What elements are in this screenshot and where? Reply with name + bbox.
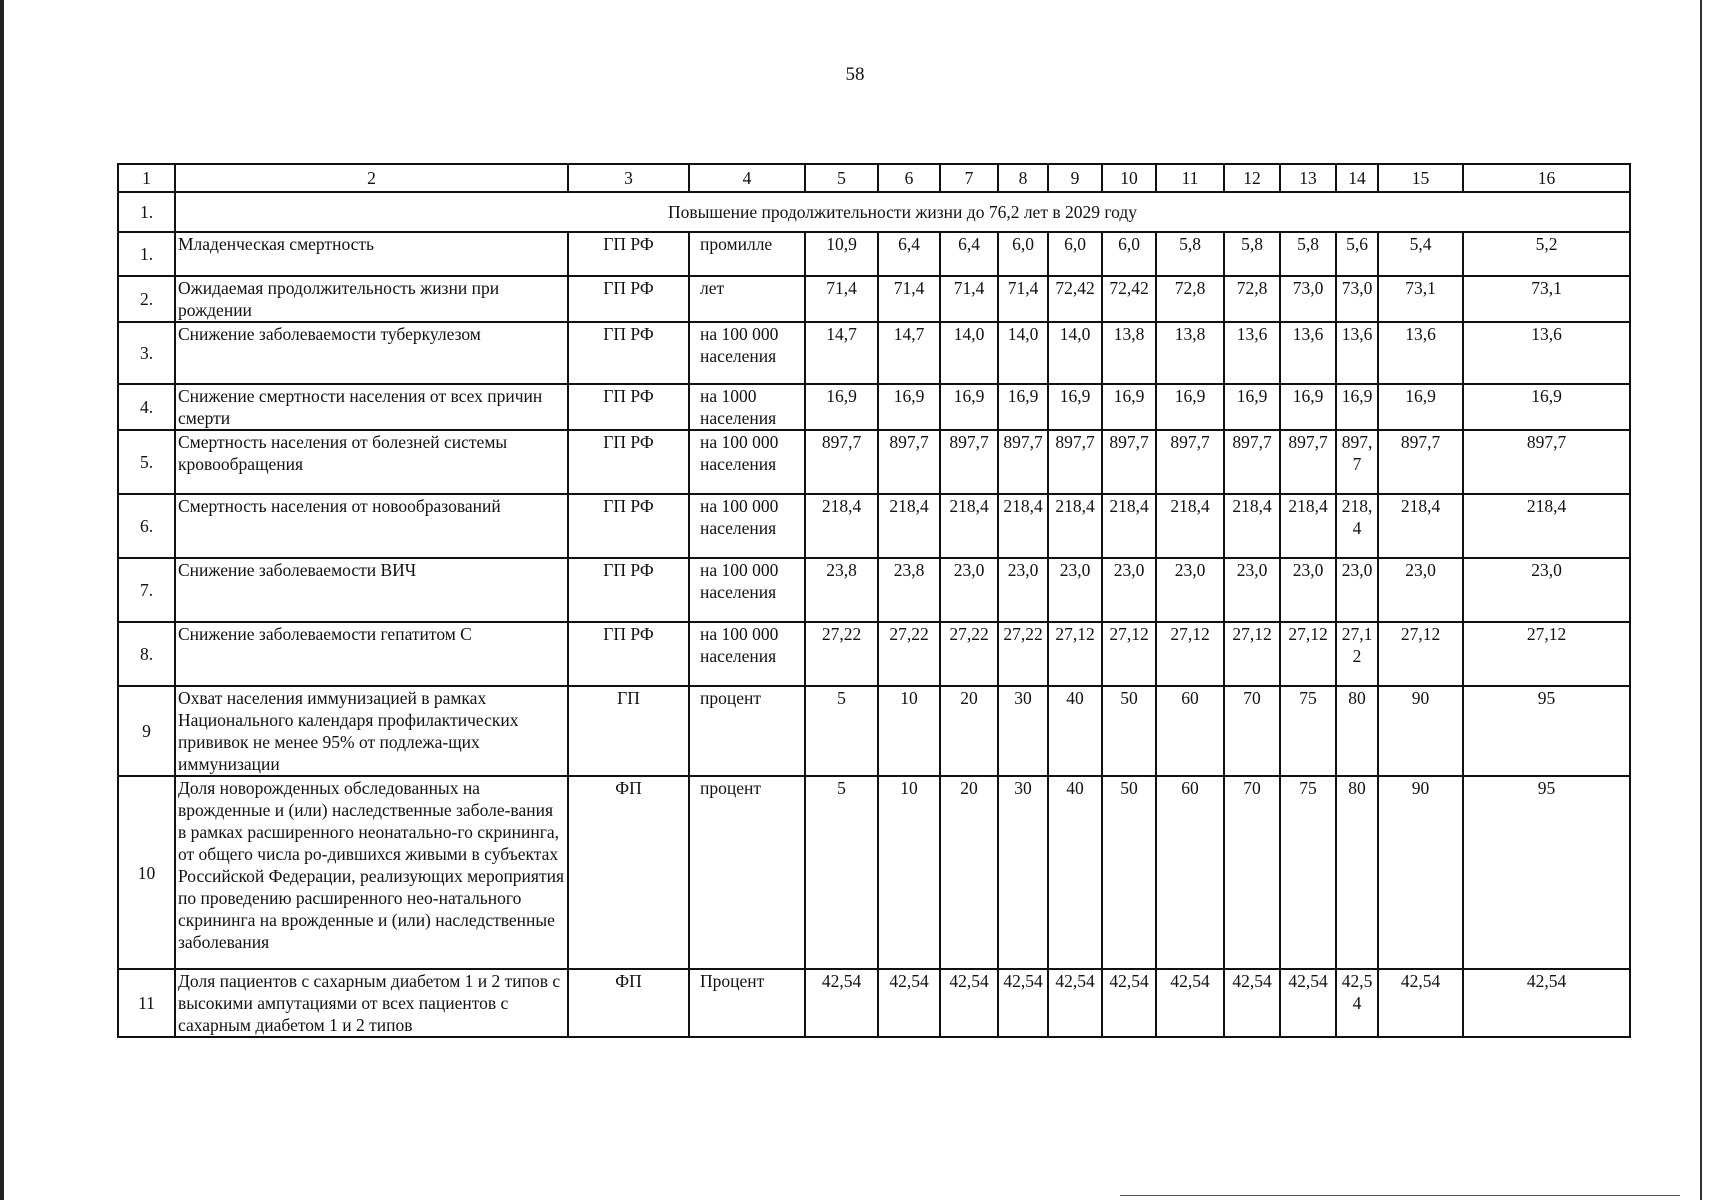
indicator-unit: лет: [689, 276, 805, 322]
value-cell: 218,4: [1336, 494, 1378, 558]
row-number: 8.: [118, 622, 175, 686]
value-cell: 13,6: [1463, 322, 1630, 384]
value-cell: 42,54: [940, 969, 998, 1037]
value-cell: 23,0: [1048, 558, 1102, 622]
value-cell: 27,12: [1378, 622, 1463, 686]
value-cell: 27,22: [940, 622, 998, 686]
value-cell: 14,0: [998, 322, 1048, 384]
value-cell: 70: [1224, 686, 1280, 776]
section-title: Повышение продолжительности жизни до 76,2 лет в 2029 году: [175, 192, 1630, 232]
header-cell: 14: [1336, 164, 1378, 192]
value-cell: 42,54: [1336, 969, 1378, 1037]
indicator-unit: на 100 000 населения: [689, 494, 805, 558]
value-cell: 30: [998, 776, 1048, 969]
indicator-unit: процент: [689, 686, 805, 776]
indicator-name: Смертность населения от болезней системы кровообращения: [175, 430, 568, 494]
table-row: [118, 558, 1630, 622]
value-cell: 14,7: [878, 322, 940, 384]
value-cell: 897,7: [998, 430, 1048, 494]
value-cell: 218,4: [1378, 494, 1463, 558]
value-cell: 20: [940, 776, 998, 969]
row-number: 10: [118, 776, 175, 969]
header-cell: 2: [175, 164, 568, 192]
value-cell: 218,4: [1280, 494, 1336, 558]
header-cell: 1: [118, 164, 175, 192]
indicator-name: Охват населения иммунизацией в рамках Национального календаря профилактических прививок не менее 95% от подлежа-щих иммунизации: [175, 686, 568, 776]
value-cell: 5,2: [1463, 232, 1630, 276]
value-cell: 218,4: [940, 494, 998, 558]
row-number: 4.: [118, 384, 175, 430]
value-cell: 218,4: [998, 494, 1048, 558]
value-cell: 90: [1378, 776, 1463, 969]
table-row: [118, 384, 1630, 430]
indicator-source: ГП РФ: [568, 384, 689, 430]
indicator-name: Снижение заболеваемости ВИЧ: [175, 558, 568, 622]
scan-edge-left: [0, 0, 4, 1200]
indicator-source: ГП РФ: [568, 430, 689, 494]
value-cell: 23,0: [1156, 558, 1224, 622]
value-cell: 16,9: [1336, 384, 1378, 430]
value-cell: 27,22: [878, 622, 940, 686]
row-number: 9: [118, 686, 175, 776]
value-cell: 23,8: [805, 558, 878, 622]
value-cell: 6,0: [998, 232, 1048, 276]
table-row: [118, 494, 1630, 558]
value-cell: 16,9: [805, 384, 878, 430]
value-cell: 218,4: [878, 494, 940, 558]
value-cell: 16,9: [878, 384, 940, 430]
value-cell: 27,12: [1156, 622, 1224, 686]
value-cell: 42,54: [1378, 969, 1463, 1037]
value-cell: 27,22: [805, 622, 878, 686]
value-cell: 218,4: [1102, 494, 1156, 558]
value-cell: 72,8: [1156, 276, 1224, 322]
value-cell: 75: [1280, 686, 1336, 776]
value-cell: 14,0: [940, 322, 998, 384]
row-number: 3.: [118, 322, 175, 384]
row-number: 5.: [118, 430, 175, 494]
value-cell: 42,54: [1224, 969, 1280, 1037]
value-cell: 10: [878, 776, 940, 969]
indicator-name: Снижение смертности населения от всех причин смерти: [175, 384, 568, 430]
value-cell: 218,4: [1463, 494, 1630, 558]
header-cell: 8: [998, 164, 1048, 192]
value-cell: 10: [878, 686, 940, 776]
header-cell: 4: [689, 164, 805, 192]
indicator-source: ГП: [568, 686, 689, 776]
value-cell: 42,54: [998, 969, 1048, 1037]
indicator-unit: процент: [689, 776, 805, 969]
table-row: [118, 322, 1630, 384]
value-cell: 71,4: [805, 276, 878, 322]
header-cell: 15: [1378, 164, 1463, 192]
value-cell: 23,0: [998, 558, 1048, 622]
value-cell: 16,9: [1378, 384, 1463, 430]
indicator-unit: на 100 000 населения: [689, 558, 805, 622]
value-cell: 23,0: [1336, 558, 1378, 622]
value-cell: 60: [1156, 686, 1224, 776]
value-cell: 5,8: [1224, 232, 1280, 276]
table-body: [118, 164, 1630, 1037]
value-cell: 13,8: [1102, 322, 1156, 384]
indicator-name: Снижение заболеваемости туберкулезом: [175, 322, 568, 384]
scan-footer-line: [1120, 1195, 1680, 1196]
value-cell: 13,8: [1156, 322, 1224, 384]
indicator-unit: Процент: [689, 969, 805, 1037]
value-cell: 13,6: [1224, 322, 1280, 384]
table-row: [118, 430, 1630, 494]
value-cell: 16,9: [1156, 384, 1224, 430]
value-cell: 71,4: [940, 276, 998, 322]
value-cell: 50: [1102, 776, 1156, 969]
value-cell: 27,12: [1280, 622, 1336, 686]
value-cell: 42,54: [805, 969, 878, 1037]
value-cell: 40: [1048, 776, 1102, 969]
value-cell: 6,4: [878, 232, 940, 276]
value-cell: 23,8: [878, 558, 940, 622]
value-cell: 42,54: [1280, 969, 1336, 1037]
value-cell: 71,4: [878, 276, 940, 322]
value-cell: 6,4: [940, 232, 998, 276]
value-cell: 16,9: [1463, 384, 1630, 430]
value-cell: 72,42: [1102, 276, 1156, 322]
header-cell: 7: [940, 164, 998, 192]
value-cell: 73,0: [1280, 276, 1336, 322]
value-cell: 5,6: [1336, 232, 1378, 276]
value-cell: 13,6: [1336, 322, 1378, 384]
value-cell: 60: [1156, 776, 1224, 969]
scan-edge-right: [1700, 0, 1702, 1200]
value-cell: 75: [1280, 776, 1336, 969]
value-cell: 16,9: [1048, 384, 1102, 430]
value-cell: 42,54: [1156, 969, 1224, 1037]
value-cell: 218,4: [1048, 494, 1102, 558]
header-cell: 10: [1102, 164, 1156, 192]
value-cell: 5,8: [1156, 232, 1224, 276]
value-cell: 23,0: [940, 558, 998, 622]
table-row: [118, 276, 1630, 322]
indicator-source: ФП: [568, 776, 689, 969]
table-row: [118, 686, 1630, 776]
value-cell: 897,7: [1102, 430, 1156, 494]
value-cell: 23,0: [1280, 558, 1336, 622]
indicator-source: ГП РФ: [568, 232, 689, 276]
value-cell: 27,12: [1336, 622, 1378, 686]
header-row: [118, 164, 1630, 192]
indicator-source: ФП: [568, 969, 689, 1037]
value-cell: 40: [1048, 686, 1102, 776]
indicators-table: [117, 163, 1631, 1038]
value-cell: 27,12: [1224, 622, 1280, 686]
value-cell: 6,0: [1102, 232, 1156, 276]
header-cell: 9: [1048, 164, 1102, 192]
value-cell: 5,4: [1378, 232, 1463, 276]
header-cell: 3: [568, 164, 689, 192]
header-cell: 6: [878, 164, 940, 192]
value-cell: 5: [805, 686, 878, 776]
value-cell: 23,0: [1224, 558, 1280, 622]
value-cell: 27,12: [1463, 622, 1630, 686]
value-cell: 14,7: [805, 322, 878, 384]
indicator-name: Ожидаемая продолжительность жизни при рождении: [175, 276, 568, 322]
value-cell: 70: [1224, 776, 1280, 969]
value-cell: 10,9: [805, 232, 878, 276]
indicator-source: ГП РФ: [568, 558, 689, 622]
value-cell: 20: [940, 686, 998, 776]
row-number: 11: [118, 969, 175, 1037]
indicator-source: ГП РФ: [568, 622, 689, 686]
value-cell: 897,7: [1224, 430, 1280, 494]
value-cell: 16,9: [940, 384, 998, 430]
value-cell: 42,54: [1102, 969, 1156, 1037]
value-cell: 73,1: [1463, 276, 1630, 322]
indicator-name: Смертность населения от новообразований: [175, 494, 568, 558]
indicator-name: Доля пациентов с сахарным диабетом 1 и 2 типов с высокими ампутациями от всех пациентов с сахарным диабетом 1 и 2 типов: [175, 969, 568, 1037]
row-number: 7.: [118, 558, 175, 622]
value-cell: 218,4: [805, 494, 878, 558]
header-cell: 16: [1463, 164, 1630, 192]
value-cell: 42,54: [878, 969, 940, 1037]
value-cell: 95: [1463, 776, 1630, 969]
value-cell: 897,7: [1378, 430, 1463, 494]
value-cell: 897,7: [1336, 430, 1378, 494]
header-cell: 5: [805, 164, 878, 192]
value-cell: 897,7: [805, 430, 878, 494]
value-cell: 16,9: [1224, 384, 1280, 430]
indicator-unit: на 100 000 населения: [689, 430, 805, 494]
indicator-unit: на 100 000 населения: [689, 322, 805, 384]
row-number: 2.: [118, 276, 175, 322]
table-row: [118, 622, 1630, 686]
header-cell: 12: [1224, 164, 1280, 192]
value-cell: 16,9: [998, 384, 1048, 430]
value-cell: 218,4: [1224, 494, 1280, 558]
value-cell: 897,7: [878, 430, 940, 494]
value-cell: 13,6: [1378, 322, 1463, 384]
value-cell: 50: [1102, 686, 1156, 776]
value-cell: 897,7: [1463, 430, 1630, 494]
indicator-source: ГП РФ: [568, 494, 689, 558]
value-cell: 23,0: [1463, 558, 1630, 622]
row-number: 1.: [118, 232, 175, 276]
header-cell: 13: [1280, 164, 1336, 192]
indicator-unit: на 1000 населения: [689, 384, 805, 430]
indicator-source: ГП РФ: [568, 276, 689, 322]
page-number: 58: [845, 64, 865, 85]
indicator-name: Младенческая смертность: [175, 232, 568, 276]
table-row: [118, 969, 1630, 1037]
value-cell: 16,9: [1102, 384, 1156, 430]
value-cell: 80: [1336, 776, 1378, 969]
value-cell: 5,8: [1280, 232, 1336, 276]
value-cell: 90: [1378, 686, 1463, 776]
value-cell: 80: [1336, 686, 1378, 776]
value-cell: 27,22: [998, 622, 1048, 686]
section-number: 1.: [118, 192, 175, 232]
value-cell: 13,6: [1280, 322, 1336, 384]
value-cell: 42,54: [1463, 969, 1630, 1037]
section-row: [118, 192, 1630, 232]
value-cell: 30: [998, 686, 1048, 776]
value-cell: 897,7: [1156, 430, 1224, 494]
value-cell: 73,0: [1336, 276, 1378, 322]
value-cell: 23,0: [1378, 558, 1463, 622]
indicator-source: ГП РФ: [568, 322, 689, 384]
value-cell: 27,12: [1102, 622, 1156, 686]
row-number: 6.: [118, 494, 175, 558]
header-cell: 11: [1156, 164, 1224, 192]
value-cell: 5: [805, 776, 878, 969]
table-row: [118, 232, 1630, 276]
indicator-name: Снижение заболеваемости гепатитом С: [175, 622, 568, 686]
value-cell: 6,0: [1048, 232, 1102, 276]
indicator-name: Доля новорожденных обследованных на врожденные и (или) наследственные заболе-вания в рамках расширенного неонатально-го скрининга, от общего числа ро-дившихся живыми в субъектах Российской Федерации, реализующих мероприятия по проведению расширенного нео-натального скрининга на врожденные и (или) наследственные заболевания: [175, 776, 568, 969]
value-cell: 897,7: [940, 430, 998, 494]
indicator-unit: промилле: [689, 232, 805, 276]
value-cell: 95: [1463, 686, 1630, 776]
value-cell: 14,0: [1048, 322, 1102, 384]
value-cell: 42,54: [1048, 969, 1102, 1037]
value-cell: 72,42: [1048, 276, 1102, 322]
value-cell: 27,12: [1048, 622, 1102, 686]
value-cell: 897,7: [1048, 430, 1102, 494]
value-cell: 897,7: [1280, 430, 1336, 494]
indicator-unit: на 100 000 населения: [689, 622, 805, 686]
value-cell: 16,9: [1280, 384, 1336, 430]
value-cell: 73,1: [1378, 276, 1463, 322]
value-cell: 218,4: [1156, 494, 1224, 558]
value-cell: 72,8: [1224, 276, 1280, 322]
value-cell: 23,0: [1102, 558, 1156, 622]
table-row: [118, 776, 1630, 969]
value-cell: 71,4: [998, 276, 1048, 322]
